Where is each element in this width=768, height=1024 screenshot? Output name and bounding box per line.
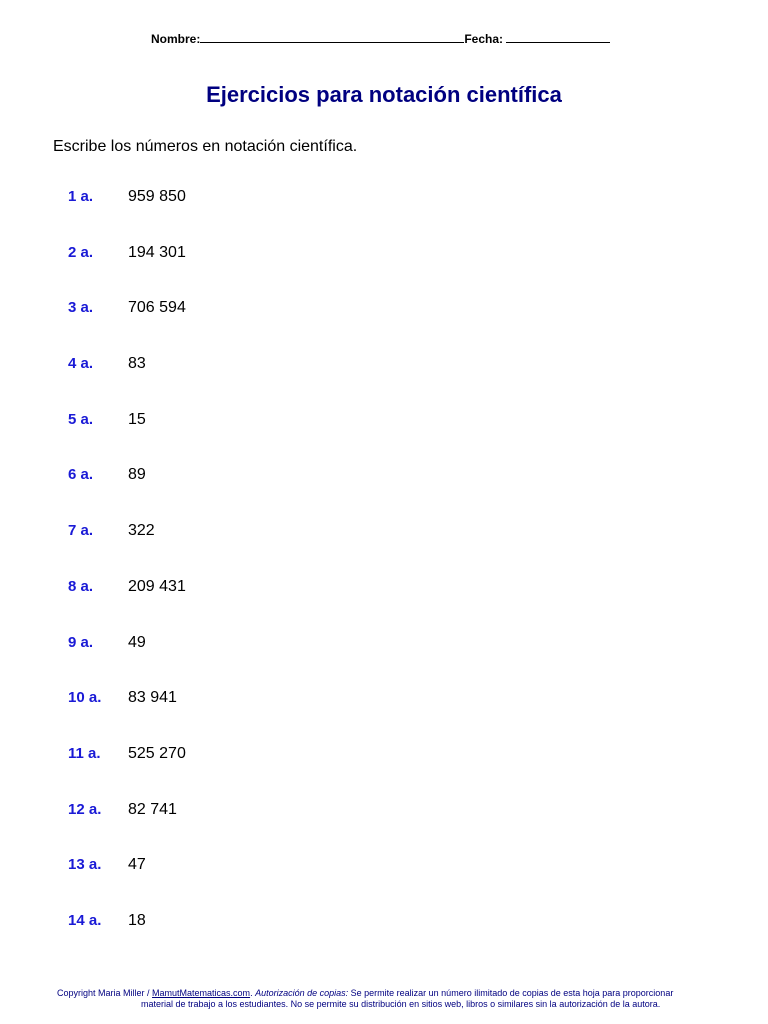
exercise-item	[0, 186, 768, 242]
exercise-item	[0, 632, 768, 688]
exercise-label: 1 a.	[68, 188, 94, 205]
exercise-label: 8 a.	[68, 577, 94, 595]
exercise-label: 4 a.	[68, 355, 94, 373]
exercise-label: 3 a.	[68, 299, 94, 317]
copyright-text: Copyright Maria Miller /	[57, 988, 153, 998]
exercise-item	[0, 409, 768, 465]
exercise-label: 7 a.	[68, 522, 94, 540]
exercise-list	[0, 186, 768, 966]
exercise-number: 83	[128, 355, 146, 373]
exercise-label: 13 a.	[68, 856, 102, 874]
exercise-item	[0, 520, 768, 576]
exercise-label: 10 a.	[68, 689, 102, 707]
permission-text-1: Se permite realizar un número ilimitado de copias de esta hoja para proporcionar	[348, 988, 674, 998]
exercise-number: 322	[128, 522, 155, 540]
exercise-item	[0, 799, 768, 855]
exercise-item	[0, 687, 768, 743]
instructions: Escribe los números en notación científica.	[53, 138, 358, 155]
footer-separator: .	[250, 988, 256, 998]
date-blank-line[interactable]	[506, 30, 610, 43]
exercise-number: 47	[128, 856, 146, 874]
exercise-number: 83 941	[128, 689, 177, 707]
student-header	[151, 30, 610, 46]
exercise-item	[0, 297, 768, 353]
permission-label: Autorización de copias:	[255, 988, 349, 998]
site-link[interactable]: MamutMatematicas.com	[152, 988, 251, 998]
exercise-label: 11 a.	[68, 744, 101, 762]
exercise-label: 6 a.	[68, 466, 94, 484]
exercise-number: 959 850	[128, 188, 186, 205]
exercise-number: 89	[128, 466, 146, 484]
copyright-footer	[57, 988, 717, 1010]
exercise-label: 12 a.	[68, 800, 102, 818]
exercise-number: 15	[128, 410, 146, 428]
page-title: Ejercicios para notación científica	[206, 82, 562, 107]
exercise-number: 194 301	[128, 243, 186, 261]
date-label: Fecha:	[464, 32, 504, 46]
exercise-number: 18	[128, 911, 146, 929]
exercise-number: 49	[128, 633, 146, 651]
exercise-item	[0, 353, 768, 409]
exercise-item	[0, 242, 768, 298]
exercise-label: 5 a.	[68, 410, 94, 428]
exercise-item	[0, 854, 768, 910]
exercise-label: 14 a.	[68, 911, 102, 929]
exercise-number: 82 741	[128, 800, 177, 818]
exercise-label: 9 a.	[68, 633, 94, 651]
exercise-item	[0, 464, 768, 520]
name-blank-line[interactable]	[200, 30, 464, 43]
exercise-item	[0, 576, 768, 632]
name-label: Nombre:	[151, 32, 201, 46]
exercise-number: 209 431	[128, 577, 186, 595]
exercise-number: 525 270	[128, 744, 186, 762]
exercise-item	[0, 910, 768, 966]
exercise-label: 2 a.	[68, 243, 94, 261]
exercise-number: 706 594	[128, 299, 186, 317]
permission-text-2: material de trabajo a los estudiantes. No se permite su distribución en sitios web, libros o similares sin la autorización de la autora.	[141, 999, 661, 1009]
exercise-item	[0, 743, 768, 799]
